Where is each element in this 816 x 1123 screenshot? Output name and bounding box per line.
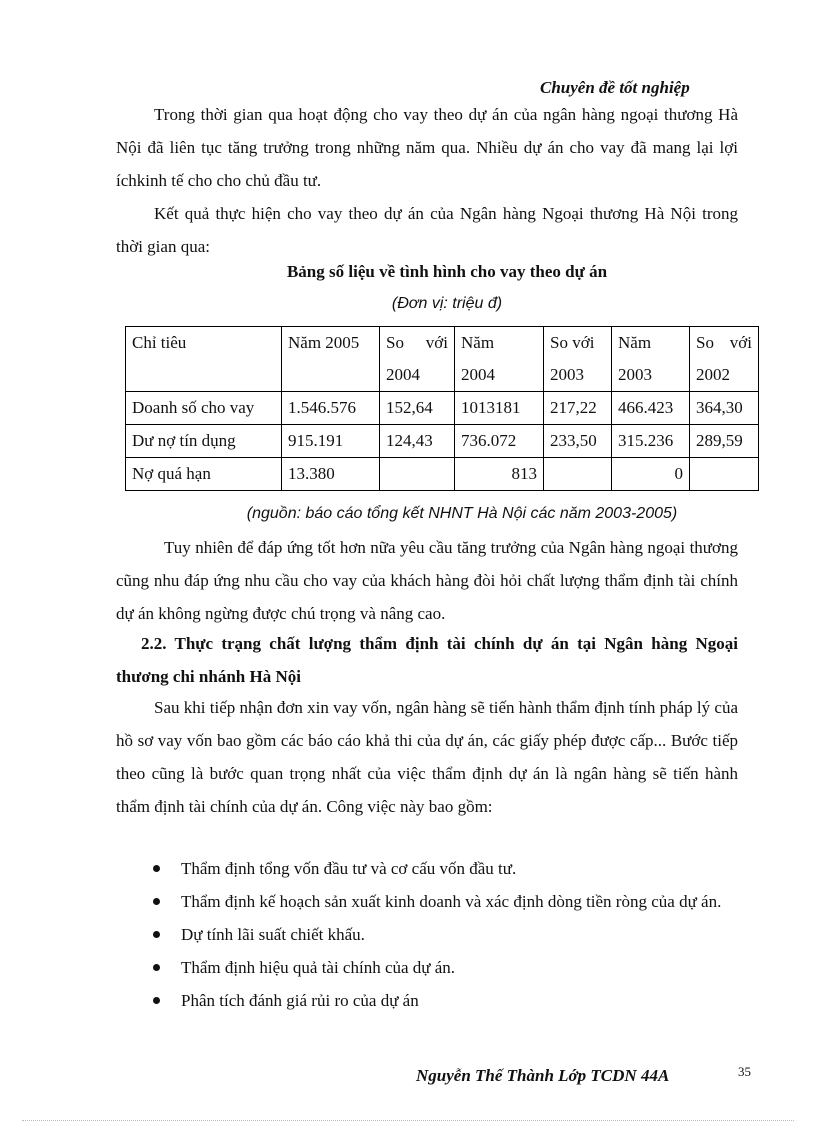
body-paragraph-4: Sau khi tiếp nhận đơn xin vay vốn, ngân hàng sẽ tiến hành thẩm định tính pháp lý của hồ sơ vay vốn bao gồm các báo cáo khả thi của dự án, các giấy phép được cấp... Bước tiếp theo cũng là bước quan trọng nhất của việc thẩm định dự án là ngân hàng sẽ tiến hành thẩm định tài chính của dự án. Công việc này bao gồm: (116, 698, 738, 816)
table-cell: 736.072 (455, 425, 544, 458)
table-cell (690, 458, 759, 491)
table-cell: 289,59 (690, 425, 759, 458)
table-cell (544, 458, 612, 491)
table-cell: 0 (612, 458, 690, 491)
header-cell: Năm 2005 (282, 327, 380, 392)
table-cell: 915.191 (282, 425, 380, 458)
body-paragraph-3: Tuy nhiên để đáp ứng tốt hơn nữa yêu cầu tăng trưởng của Ngân hàng ngoại thương cũng nhu đáp ứng nhu cầu cho vay của khách hàng đòi hỏi chất lượng thẩm định tài chính dự án không ngừng được chú trọng và nâng cao. (116, 538, 738, 623)
table-row (126, 392, 759, 425)
bullet-dot-icon (153, 997, 160, 1004)
list-item: Phân tích đánh giá rủi ro của dự án (116, 984, 738, 1017)
table-cell: 13.380 (282, 458, 380, 491)
header-cell: Chỉ tiêu (126, 327, 282, 392)
header-cell: So với 2002 (690, 327, 759, 392)
header-cell: Năm 2003 (612, 327, 690, 392)
intro-paragraph-2: Kết quả thực hiện cho vay theo dự án của Ngân hàng Ngoại thương Hà Nội trong thời gian qua: (116, 204, 738, 256)
intro-paragraph-1: Trong thời gian qua hoạt động cho vay theo dự án của ngân hàng ngoại thương Hà Nội đã liên tục tăng trưởng trong những năm qua. Nhiều dự án cho vay đã mang lại lợi íchkinh tế cho cho chủ đầu tư. (116, 105, 738, 190)
table-header-row (126, 327, 759, 392)
running-header: Chuyên đề tốt nghiệp (540, 78, 690, 97)
bullet-dot-icon (153, 931, 160, 938)
table-cell: Nợ quá hạn (126, 458, 282, 491)
table-cell: 124,43 (380, 425, 455, 458)
list-item: Thẩm định hiệu quả tài chính của dự án. (116, 951, 738, 984)
header-cell: So với 2004 (380, 327, 455, 392)
list-item: Dự tính lãi suất chiết khấu. (116, 918, 738, 951)
bullet-dot-icon (153, 865, 160, 872)
table-row (126, 458, 759, 491)
footer-author: Nguyễn Thế Thành Lớp TCDN 44A (416, 1066, 670, 1085)
table-cell: 217,22 (544, 392, 612, 425)
header-cell: Năm 2004 (455, 327, 544, 392)
table-cell: 1.546.576 (282, 392, 380, 425)
table-cell: 813 (455, 458, 544, 491)
page-bottom-divider (22, 1120, 794, 1121)
table-cell: 152,64 (380, 392, 455, 425)
loan-data-table (125, 326, 759, 491)
bullet-dot-icon (153, 964, 160, 971)
list-item: Thẩm định kế hoạch sản xuất kinh doanh và xác định dòng tiền ròng của dự án. (116, 885, 738, 918)
bullet-list (116, 852, 738, 1017)
table-cell: 315.236 (612, 425, 690, 458)
page-number: 35 (738, 1064, 751, 1079)
table-cell: 466.423 (612, 392, 690, 425)
table-source-note: (nguồn: báo cáo tổng kết NHNT Hà Nội các năm 2003-2005) (246, 505, 678, 522)
table-cell (380, 458, 455, 491)
table-cell: 1013181 (455, 392, 544, 425)
bullet-dot-icon (153, 898, 160, 905)
table-cell: Doanh số cho vay (126, 392, 282, 425)
header-cell: So với 2003 (544, 327, 612, 392)
list-item: Thẩm định tổng vốn đầu tư và cơ cấu vốn đầu tư. (116, 852, 738, 885)
table-cell: 233,50 (544, 425, 612, 458)
table-row (126, 425, 759, 458)
table-title: Bảng số liệu về tình hình cho vay theo dự án (286, 262, 608, 281)
section-heading: 2.2. Thực trạng chất lượng thẩm định tài chính dự án tại Ngân hàng Ngoại thương chi nhánh Hà Nội (116, 634, 738, 686)
table-cell: 364,30 (690, 392, 759, 425)
table-unit: (Đơn vị: triệu đ) (391, 295, 503, 312)
table-cell: Dư nợ tín dụng (126, 425, 282, 458)
